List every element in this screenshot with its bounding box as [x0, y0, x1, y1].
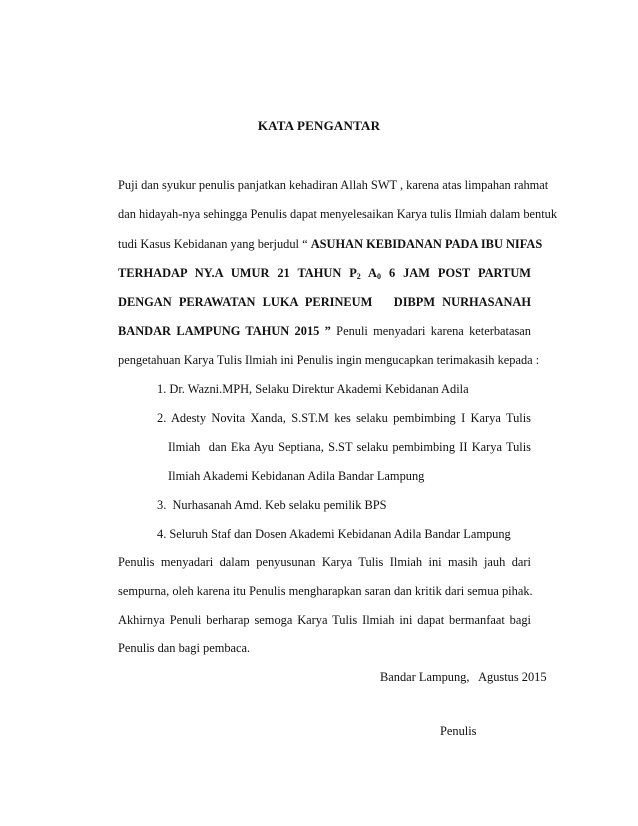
list-item: 1. Dr. Wazni.MPH, Selaku Direktur Akademi Kebidanan Adila	[157, 382, 469, 396]
thesis-title-text: ASUHAN KEBIDANAN PADA IBU NIFAS	[310, 237, 543, 251]
paragraph-line: dan hidayah-nya sehingga Penulis dapat menyelesaikan Karya tulis Ilmiah dalam bentuk	[118, 207, 558, 221]
list-item: 2. Adesty Novita Xanda, S.ST.M kes selaku pembimbing I Karya Tulis	[157, 411, 531, 425]
paragraph-line: pengetahuan Karya Tulis Ilmiah ini Penulis ingin mengucapkan terimakasih kepada :	[118, 353, 540, 367]
place-date: Bandar Lampung, Agustus 2015	[380, 670, 547, 684]
list-item-continuation: Ilmiah Akademi Kebidanan Adila Bandar Lampung	[168, 469, 425, 483]
thesis-title-text: 6 JAM POST PARTUM	[381, 266, 531, 280]
paragraph-line	[118, 322, 531, 340]
paragraph-line: Penulis dan bagi pembaca.	[118, 641, 251, 655]
paragraph-line: Penulis menyadari dalam penyusunan Karya Tulis Ilmiah ini masih jauh dari	[118, 555, 531, 569]
subscript: 0	[377, 272, 382, 281]
paragraph-line: Puji dan syukur penulis panjatkan kehadiran Allah SWT , karena atas limpahan rahmat	[118, 178, 549, 192]
signature-label: Penulis	[440, 724, 477, 738]
subscript: 2	[356, 272, 361, 281]
list-item: 3. Nurhasanah Amd. Keb selaku pemilik BPS	[157, 498, 387, 512]
paragraph-line: sempurna, oleh karena itu Penulis mengharapkan saran dan kritik dari semua pihak.	[118, 584, 533, 598]
thesis-title-text: TERHADAP NY.A UMUR 21 TAHUN P	[118, 266, 357, 280]
thesis-title-line	[118, 264, 531, 282]
paragraph-text: Penuli menyadari karena keterbatasan	[330, 324, 531, 338]
list-item-continuation: Ilmiah dan Eka Ayu Septiana, S.ST selaku pembimbing II Karya Tulis	[168, 440, 531, 454]
thesis-title-text: A	[360, 266, 378, 280]
paragraph-line: Akhirnya Penuli berharap semoga Karya Tulis Ilmiah ini dapat bermanfaat bagi	[118, 613, 531, 627]
paragraph-text: tudi Kasus Kebidanan yang berjudul “	[118, 237, 311, 251]
paragraph-line	[118, 235, 543, 253]
thesis-title-text: BANDAR LAMPUNG TAHUN 2015 ”	[118, 324, 331, 338]
list-item: 4. Seluruh Staf dan Dosen Akademi Kebidanan Adila Bandar Lampung	[157, 527, 511, 541]
thesis-title-line: DENGAN PERAWATAN LUKA PERINEUM DIBPM NURHASANAH	[118, 295, 531, 309]
page-title: KATA PENGANTAR	[257, 118, 381, 133]
